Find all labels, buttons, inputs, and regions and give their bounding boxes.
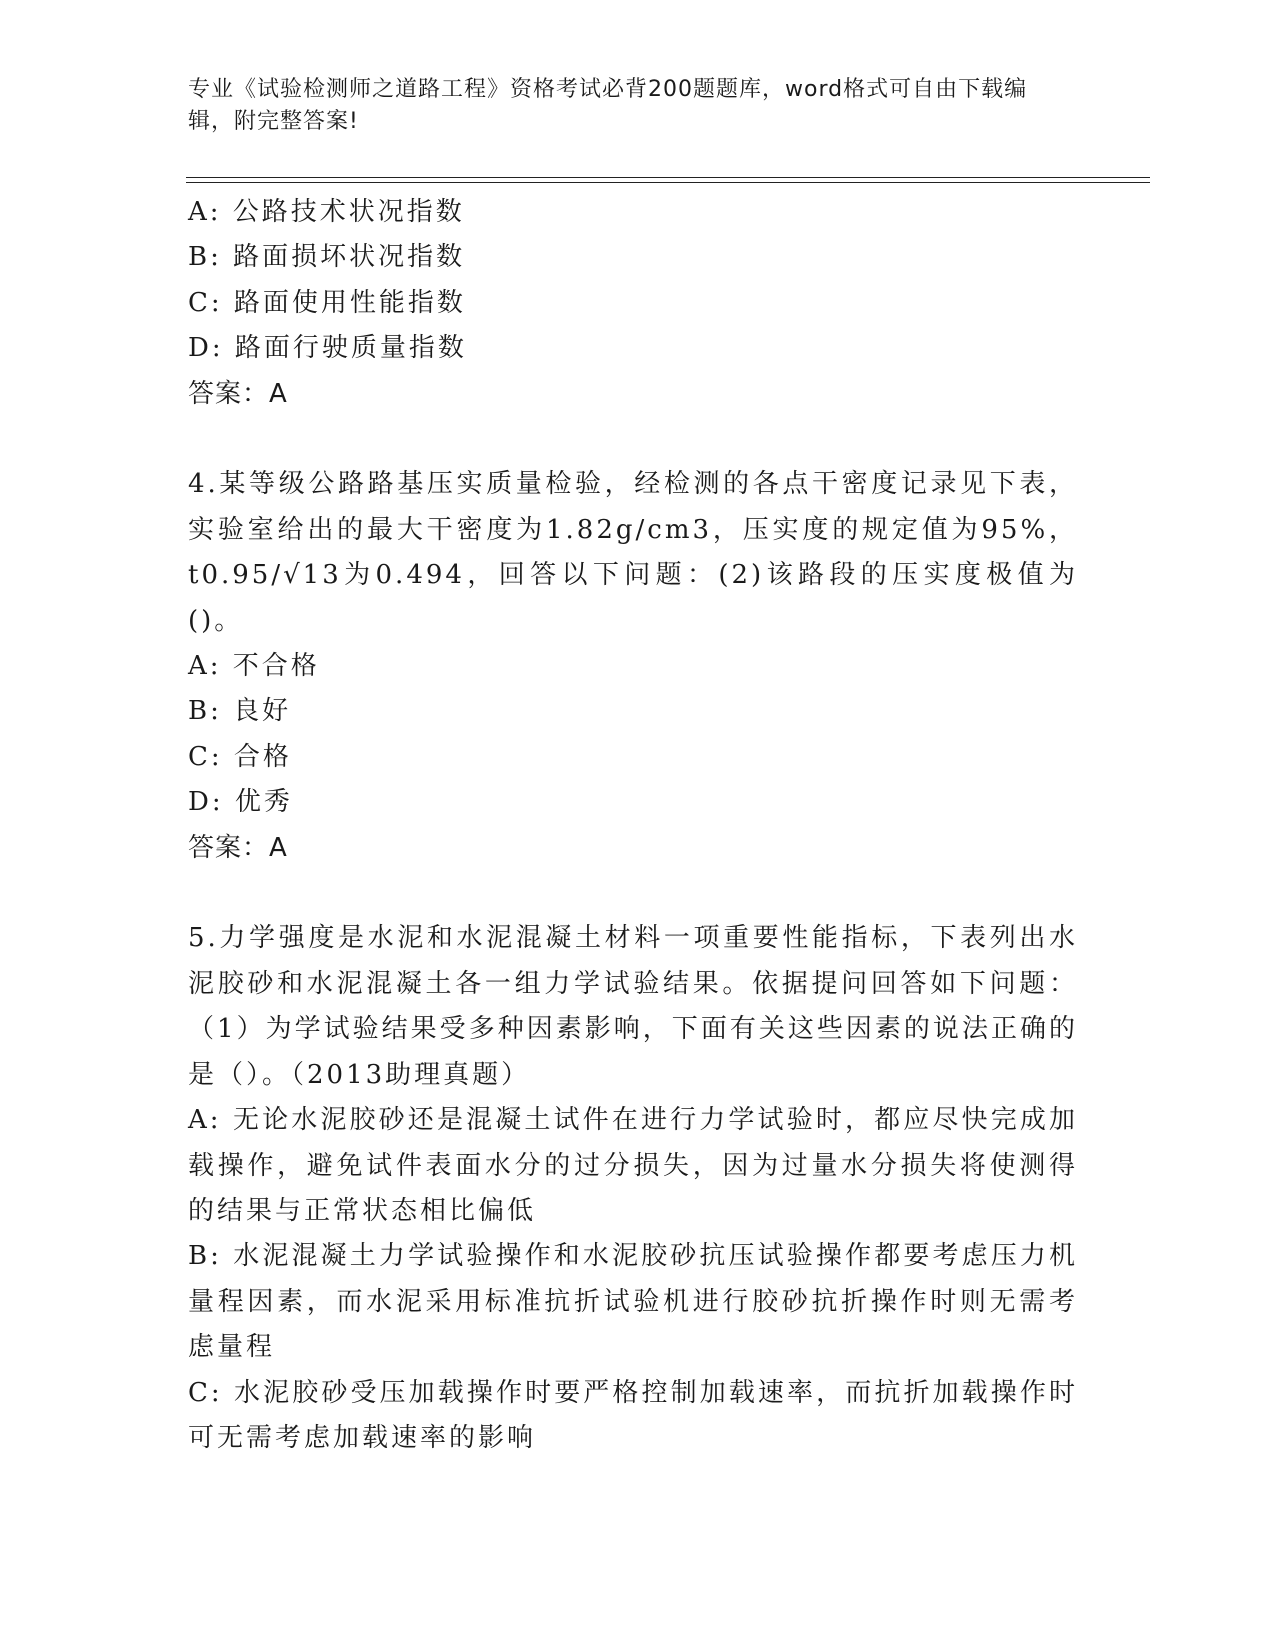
option-c: C: 路面使用性能指数 bbox=[188, 287, 466, 318]
header-rule-top bbox=[186, 177, 1150, 178]
question-4 bbox=[188, 462, 1078, 871]
question-stem: 4.某等级公路路基压实质量检验，经检测的各点干密度记录见下表，实验室给出的最大干密度为1.82g/cm3，压实度的规定值为95%，t0.95/√13为0.494，回答以下问题：(2)该路段的压实度极值为()。 bbox=[188, 469, 1078, 636]
question-stem: 5.力学强度是水泥和水泥混凝土材料一项重要性能指标，下表列出水泥胶砂和水泥混凝土各一组力学试验结果。依据提问回答如下问题：（1）为学试验结果受多种因素影响，下面有关这些因素的说法正确的是（）。（2013助理真题） bbox=[188, 923, 1078, 1090]
header-title: 专业《试验检测师之道路工程》资格考试必背200题题库，word格式可自由下载编辑，附完整答案! bbox=[188, 77, 1028, 134]
option-d: D: 优秀 bbox=[188, 787, 293, 818]
option-b: B: 水泥混凝土力学试验操作和水泥胶砂抗压试验操作都要考虑压力机量程因素，而水泥采用标准抗折试验机进行胶砂抗折操作时则无需考虑量程 bbox=[188, 1241, 1078, 1363]
document-header bbox=[188, 74, 1068, 138]
answer-line: 答案：A bbox=[188, 832, 288, 863]
option-a: A: 不合格 bbox=[188, 651, 320, 682]
question-5 bbox=[188, 916, 1078, 1461]
document-body bbox=[188, 190, 1078, 1461]
option-c: C: 水泥胶砂受压加载操作时要严格控制加载速率，而抗折加载操作时可无需考虑加载速率的影响 bbox=[188, 1377, 1078, 1453]
option-b: B: 路面损坏状况指数 bbox=[188, 242, 466, 273]
option-c: C: 合格 bbox=[188, 741, 292, 772]
option-a: A: 无论水泥胶砂还是混凝土试件在进行力学试验时，都应尽快完成加载操作，避免试件表面水分的过分损失，因为过量水分损失将使测得的结果与正常状态相比偏低 bbox=[188, 1105, 1078, 1226]
header-rule-bottom bbox=[186, 182, 1150, 183]
answer-line: 答案：A bbox=[188, 378, 288, 409]
spacer bbox=[188, 417, 1078, 462]
spacer bbox=[188, 871, 1078, 916]
question-3 bbox=[188, 190, 1078, 417]
option-a: A: 公路技术状况指数 bbox=[188, 197, 465, 227]
option-d: D: 路面行驶质量指数 bbox=[188, 333, 467, 364]
option-b: B: 良好 bbox=[188, 696, 292, 727]
